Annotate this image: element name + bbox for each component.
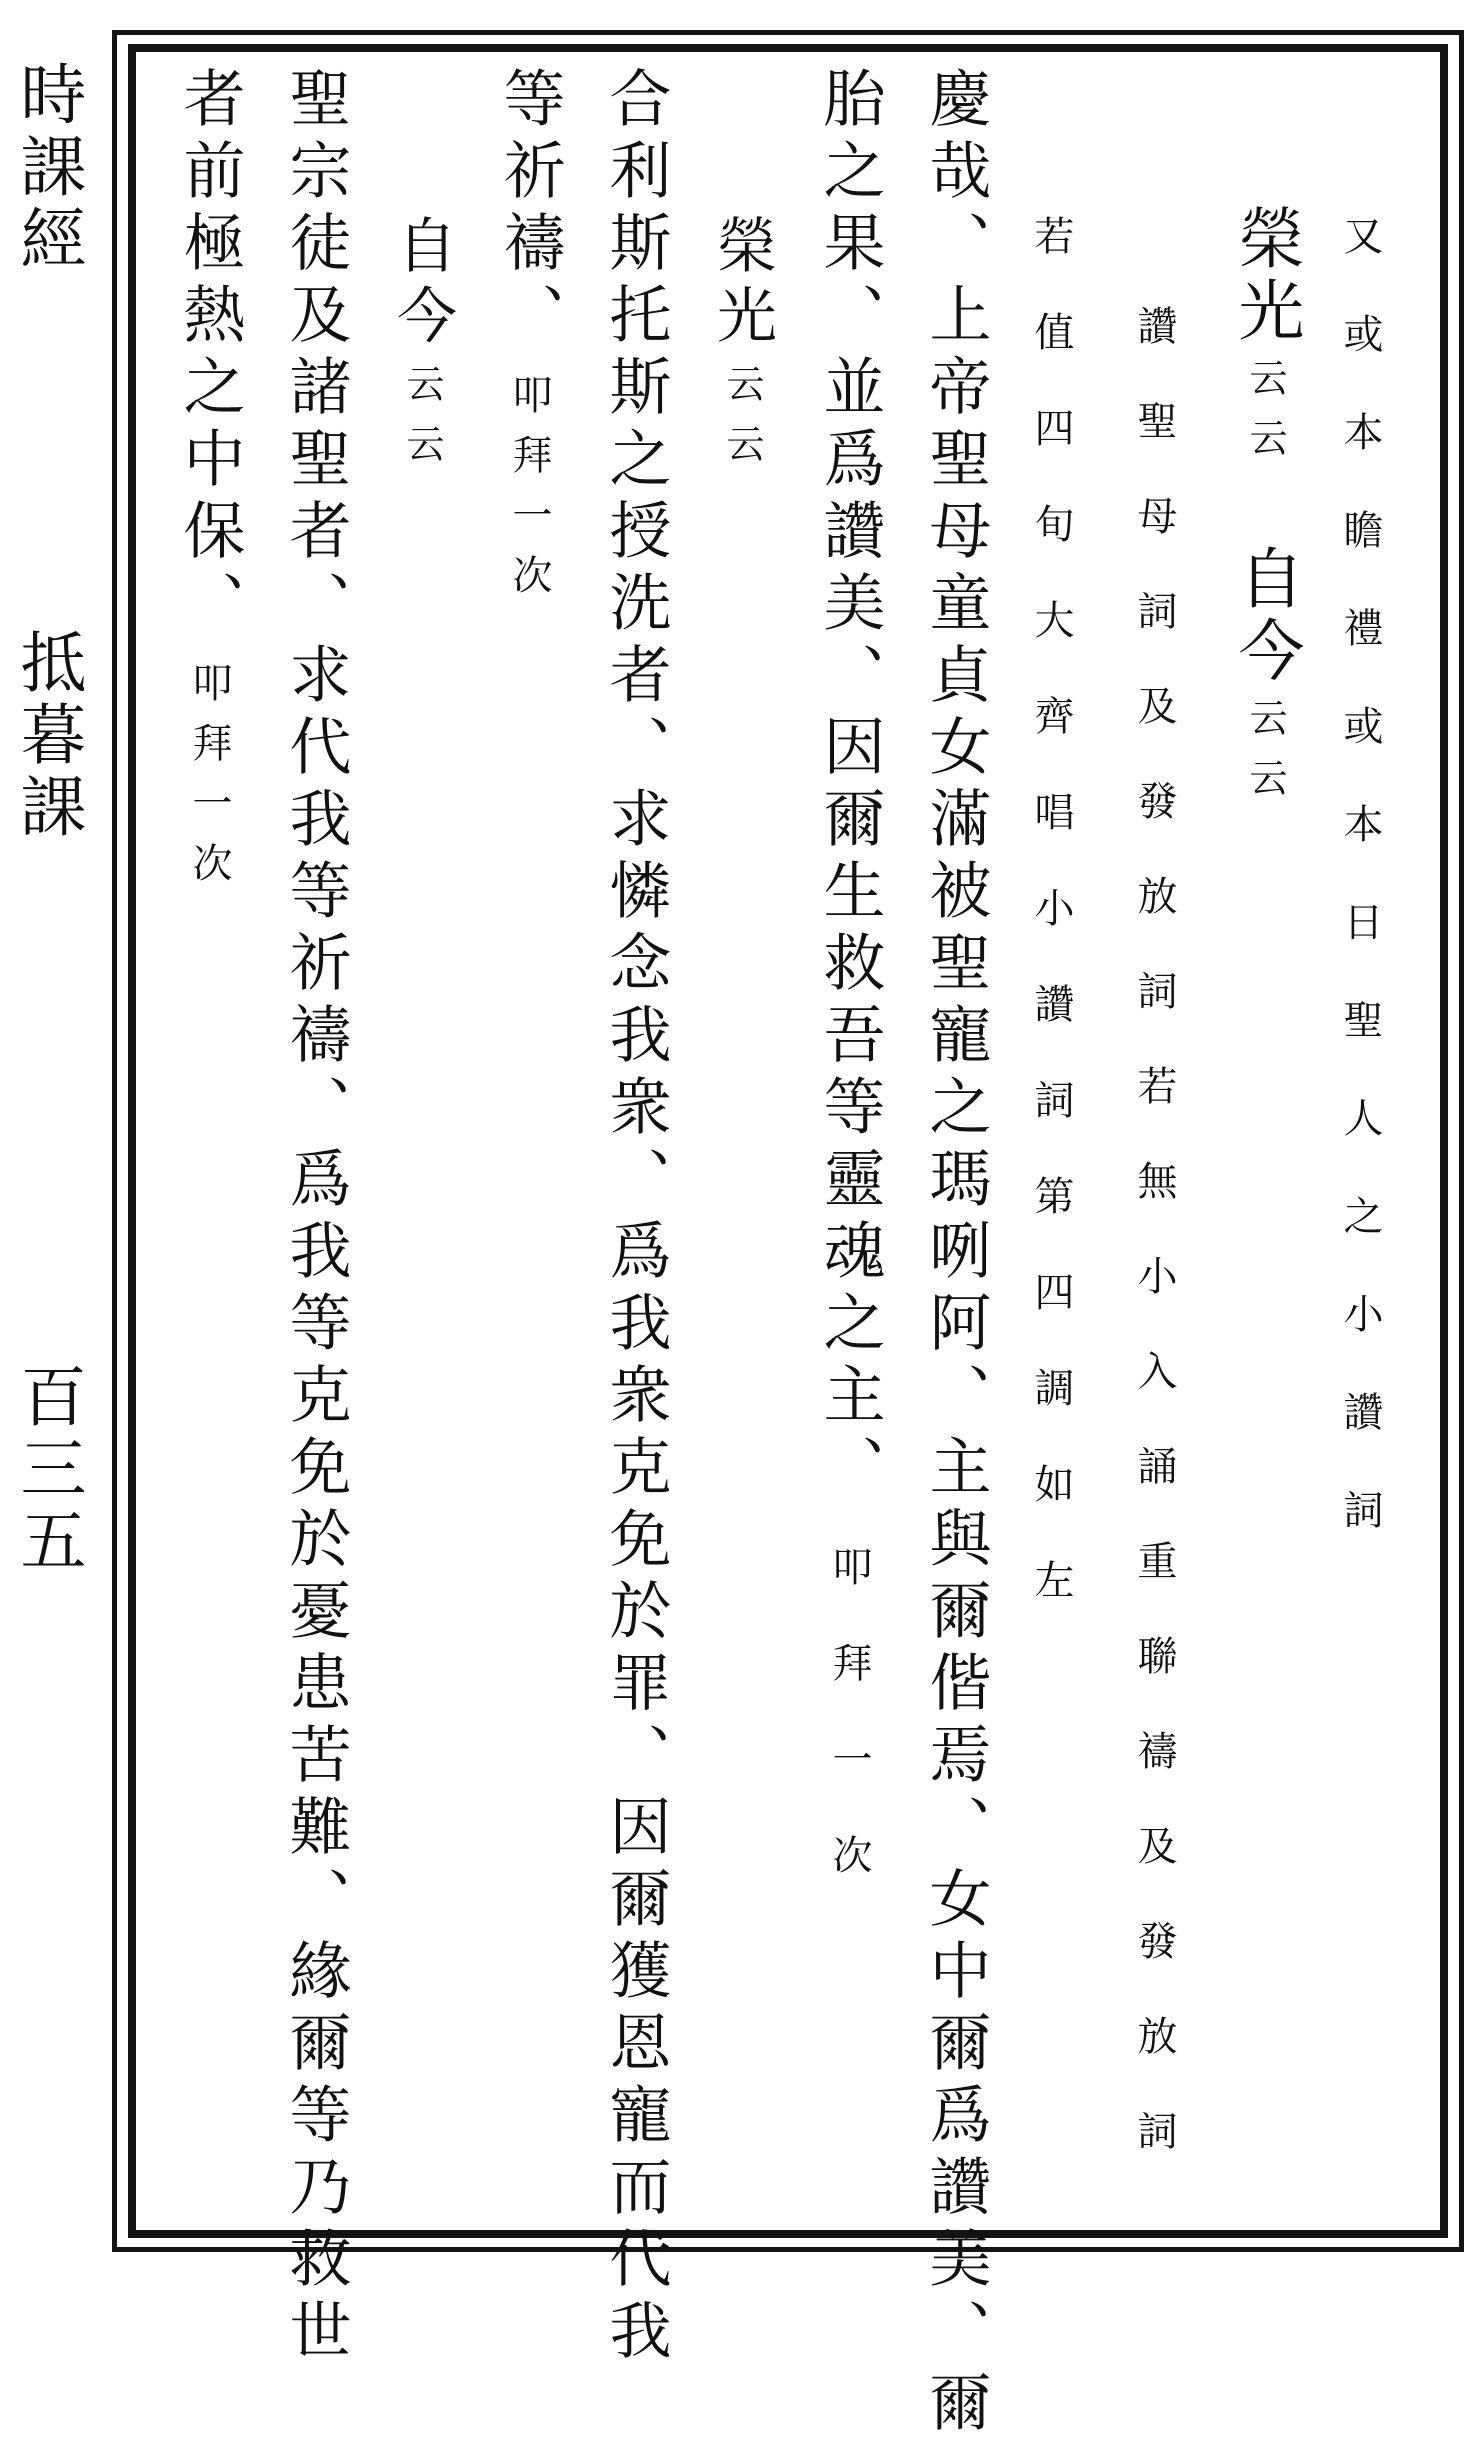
column-10-note: 云云 [400, 364, 444, 484]
column-12-note: 叩拜一次 [186, 662, 232, 902]
column-6-note: 叩拜一次 [826, 1546, 872, 1930]
column-3: 讚聖母詞及發放詞若無小入誦重聯禱及發放詞 [1131, 305, 1177, 2205]
column-10-text: 自今 [387, 214, 457, 354]
column-7-text: 榮光 [707, 214, 777, 354]
column-9-note: 叩拜一次 [506, 374, 552, 614]
column-7 [707, 214, 777, 484]
column-2-note-1: 云云 [1243, 358, 1287, 478]
book-title: 時課經 [9, 60, 86, 276]
column-12-text: 者前極熱之中保、 [173, 66, 246, 642]
column-1: 又或本瞻禮或本日聖人之小讚詞 [1337, 215, 1383, 1587]
column-2-note-2: 云云 [1243, 698, 1287, 818]
column-7-note: 云云 [720, 364, 764, 484]
column-2-text-2: 自今 [1227, 544, 1304, 688]
page-number: 百三五 [9, 1362, 86, 1578]
column-6 [813, 66, 886, 1930]
column-2-text-1: 榮光 [1227, 204, 1304, 348]
column-2 [1227, 204, 1304, 818]
column-11: 聖宗徒及諸聖者、求代我等祈禱、爲我等克免於憂患苦難、緣爾等乃救世 [279, 66, 352, 2370]
column-6-text: 胎之果、並爲讚美、因爾生救吾等靈魂之主、 [813, 66, 886, 1506]
column-9-text: 等祈禱、 [493, 66, 566, 354]
column-9 [493, 66, 566, 614]
section-title: 抵暮課 [9, 628, 86, 844]
column-12 [173, 66, 246, 902]
column-4: 若值四旬大齊唱小讚詞第四調如左 [1028, 215, 1074, 1655]
column-5: 慶哉、上帝聖母童貞女滿被聖寵之瑪咧阿、主與爾偕焉、女中爾爲讚美、爾 [919, 66, 992, 2442]
column-8: 合利斯托斯之授洗者、求憐念我衆、爲我衆克免於罪、因爾獲恩寵而代我 [599, 66, 672, 2370]
column-10 [387, 214, 457, 484]
